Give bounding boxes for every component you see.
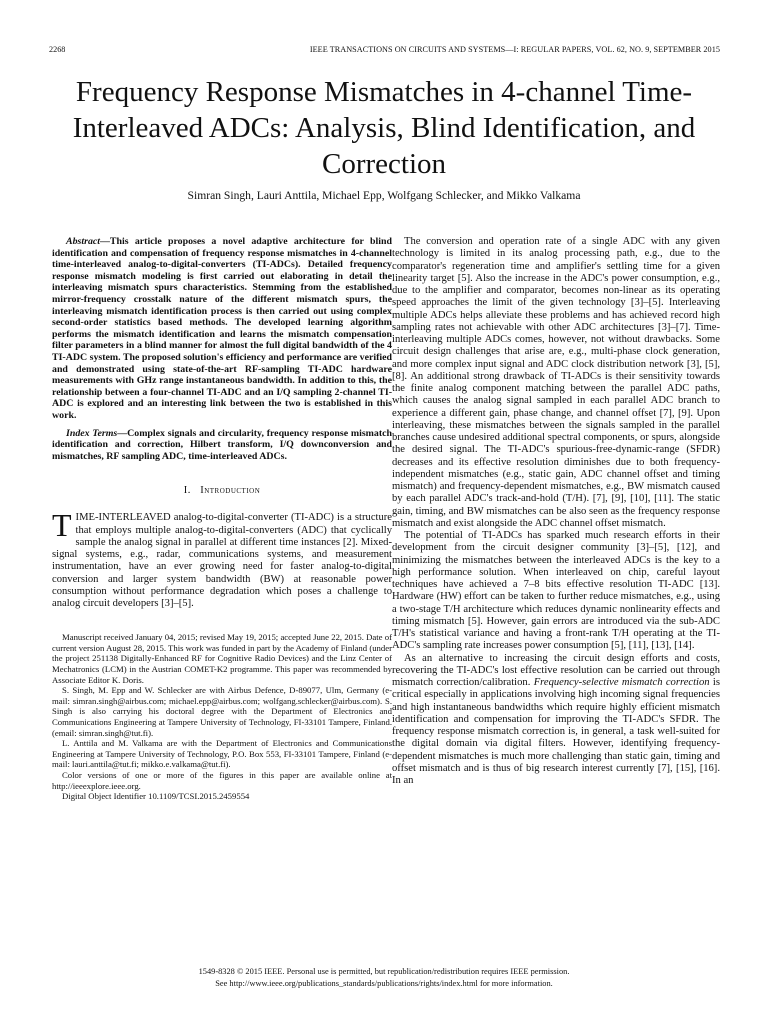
paper-title: Frequency Response Mismatches in 4-channel Time-Interleaved ADCs: Analysis, Blind Identification, and Correction — [72, 76, 696, 180]
body-paragraph-3-end: is critical especially in applications involving high incoming signal frequencies and high instantaneous bandwidths which require highly efficient mismatch identification and compensation for improving the TI-ADC's SFDR. The frequency response mismatch correction is, in general, a task well-suited for the digital domain via digital filters. However, identifying frequency-dependent mismatches is much more challenging than static gain, timing and offset mismatch and is thus of big research interest currently [7], [15], [16]. In an — [392, 677, 720, 786]
footnotes — [52, 632, 392, 802]
left-column — [52, 236, 392, 802]
copyright-line: 1549-8328 © 2015 IEEE. Personal use is permitted, but republication/redistribution requires IEEE permission. — [198, 967, 570, 976]
index-terms-text: —Complex signals and circularity, frequency response mismatch identification and correction, Hilbert transform, I/Q downconversion and mismatches, RF sampling ADC, time-interleaved ADCs. — [52, 427, 393, 462]
body-paragraph-3-start: As an alternative to increasing the circuit design efforts and costs, recovering the TI-ADC's lost effective resolution can be carried out through mismatch correction/calibration. — [392, 652, 720, 688]
body-paragraph-3 — [392, 653, 720, 788]
page-number: 2268 — [49, 45, 66, 54]
index-terms-label: Index Terms — [66, 427, 118, 439]
abstract-text: —This article proposes a novel adaptive architecture for blind identification and compensation of frequency response mismatches in 4-channel time-interleaved analog-to-digital-converters (TI-ADCs). Detailed frequency response mismatch modeling is first carried out elaborating in detail the interleaving mismatch spurs characteristics. Stemming from the established mirror-frequency crosstalk nature of the different mismatch spurs, the interleaving mismatch identification process is then carried out using complex second-order statistics based methods. The developed learning algorithm performs the mismatch identification and learns the mismatch compensation filter parameters in a blind manner for almost the full digital bandwidth of the 4 TI-ADC system. The proposed solution's efficiency and performance are verified and demonstrated using state-of-the-art RF-sampling TI-ADC hardware measurements with GHz range instantaneous bandwidth. In addition to this, the relationship between a four-channel TI-ADC and an I/Q sampling 2-channel TI-ADC is explored and an interesting link between the two is established in this work. — [52, 236, 392, 421]
copyright-footer — [40, 966, 728, 989]
section-number: I. — [183, 485, 191, 497]
rights-link-line: See http://www.ieee.org/publications_standards/publications/rights/index.html for more information. — [215, 978, 553, 988]
body-paragraph-2: The potential of TI-ADCs has sparked much research efforts in their development from the circuit designer community [3]–[5], [12], and minimizing the mismatches between the interleaved ADCs is the key to a high performance solution. When interleaved on chip, careful layout techniques have achieved a 7–8 bits effective resolution TI-ADC [13]. Hardware (HW) effort can be taken to further reduce mismatches, e.g., using a two-stage T/H architecture which reduces dynamic nonlinearity effects and timing mismatch [5]. However, gain errors are introduced via the sub-ADC T/H's statistical variance and having a front-rank T/H operating at the TI-ADC's sampling rate increases power consumption [5], [11], [13], [14]. — [392, 530, 720, 652]
journal-name: IEEE TRANSACTIONS ON CIRCUITS AND SYSTEMS—I: REGULAR PAPERS, VOL. 62, NO. 9, SEPTEMBER 2015 — [309, 45, 720, 54]
author-list: Simran Singh, Lauri Anttila, Michael Epp, Wolfgang Schlecker, and Mikko Valkama — [187, 189, 581, 202]
footnote-doi: Digital Object Identifier 10.1109/TCSI.2015.2459554 — [62, 791, 250, 802]
right-column — [392, 236, 720, 787]
body-paragraph-1: The conversion and operation rate of a single ADC with any given technology is limited in its analog processing path, e.g., due to the comparator's regeneration time and amplifier's settling time for a given linearity target [5]. Also the increase in the ADC's power consumption, e.g., due to the amplifier and comparator, becomes non-linear as its operating speed approaches the limit of the given technology [3]–[5]. Interleaving multiple ADCs helps alleviate these problems and has achieved record high sampling rates not achievable with other ADC architectures [3]–[7]. Time-interleaving multiple ADCs comes, however, not without drawbacks. Some circuit design challenges that arise are, e.g., multi-phase clock generation, and more complex input signal and ADC clock distribution network [3], [5], [8]. An additional strong drawback of TI-ADCs is their sensitivity towards the finite analog component matching between the parallel ADC paths, which causes the analog signal sampled in each parallel ADC branch to experience a different gain, phase change, and channel offset [7], [9]. Upon interleaving, these mismatches between the signals sampled in the parallel branches cause undesired additional spectral components, or spurs, alongside the desired signal. The TI-ADC's spurious-free-dynamic-range (SFDR) decreases and its effective resolution diminishes due to both frequency-independent mismatches (e.g., static gain, ADC channel offset and timing mismatch) and frequency-dependent mismatches, e.g., BW mismatch caused by each parallel ADC's track-and-hold (T/H). [7], [9], [10], [11]. The static gain, timing, and BW mismatches can be also seen as the frequency response mismatch and exist alongside the ADC channel offset mismatch. — [392, 236, 720, 529]
intro-lead: IME-INTERLEAVED — [75, 512, 171, 524]
section-title: Introduction — [200, 485, 261, 497]
intro-text: analog-to-digital-converter (TI-ADC) is a structure that employs multiple analog-to-digital-converters (ADC) that cyclically sample the analog signal in parallel at different time instances [2]. Mixed-signal systems, e.g., radar, communications systems, and measurement instrumentation, have an ever growing need for faster analog-to-digital conversion and larger system bandwidth (BW) at reasonable power consumption without performance degradation which poses a challenge to analog circuit developers [3]–[5]. — [52, 512, 392, 610]
running-header — [49, 44, 720, 56]
footnote-affiliation-airbus: S. Singh, M. Epp and W. Schlecker are with Airbus Defence, D-89077, Ulm, Germany (e-mail: simran.singh@airbus.com; michael.epp@airbus.com; wolfgang.schlecker@airbus.com). S. Singh is also carrying his doctoral degree with the Department of Electronics and Communications Engineering at Tampere University of Technology, FI-33101 Tampere, Finland. (email: simran.singh@tut.fi). — [52, 685, 392, 738]
footnote-color-figures: Color versions of one or more of the figures in this paper are available online at http://ieeexplore.ieee.org. — [52, 770, 392, 791]
footnote-manuscript: Manuscript received January 04, 2015; revised May 19, 2015; accepted June 22, 2015. Date of current version August 28, 2015. This work was funded in part by the Academy of Finland (under the project 251138 Digitally-Enhanced RF for Cognitive Radio Devices) and the Linz Center of Mechatronics (LCM) in the Austrian COMET-K2 programme. This paper was recommended by Associate Editor K. Doris. — [52, 632, 392, 685]
section-heading-introduction — [52, 484, 392, 498]
drop-cap: T — [52, 507, 72, 544]
abstract-label: Abstract — [66, 236, 101, 247]
index-terms — [52, 428, 392, 463]
footnote-affiliation-tut: L. Anttila and M. Valkama are with the Department of Electronics and Communications Engineering at Tampere University of Technology, P.O. Box 553, FI-33101 Tampere, Finland (e-mail: lauri.anttila@tut.fi; mikko.e.valkama@tut.fi). — [52, 738, 392, 770]
intro-paragraph — [52, 507, 392, 610]
abstract — [52, 236, 392, 422]
emphasis-term: Frequency-selective mismatch correction — [533, 677, 710, 688]
